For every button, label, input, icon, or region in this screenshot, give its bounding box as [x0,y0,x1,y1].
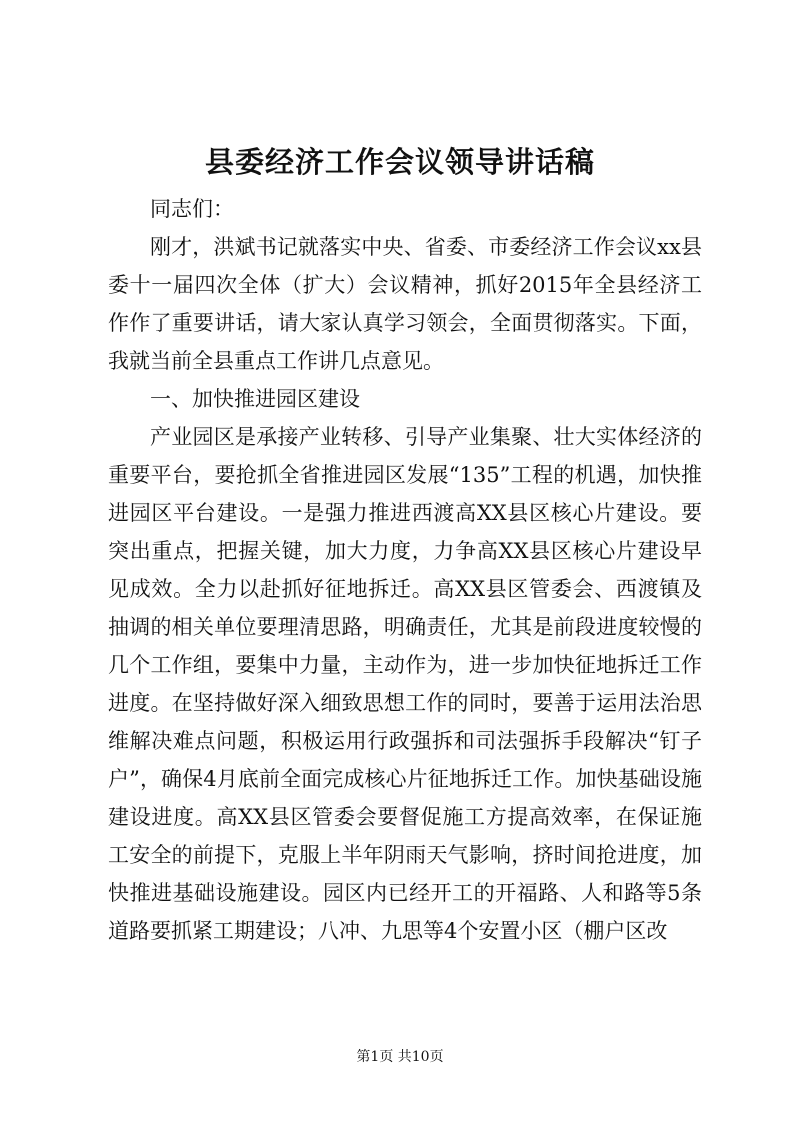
salutation: 同志们： [150,197,234,221]
page-number-footer: 第1页 共10页 [356,1049,444,1065]
paragraph-intro: 刚才，洪斌书记就落实中央、省委、市委经济工作会议xx县委十一届四次全体（扩大）会议精神，抓好2015年全县经济工作作了重要讲话，请大家认真学习领会，全面贯彻落实。下面，我就当前全县重点工作讲几点意见。 [108,235,702,373]
document-title: 县委经济工作会议领导讲话稿 [204,145,595,179]
paragraph-park-construction: 产业园区是承接产业转移、引导产业集聚、壮大实体经济的重要平台，要抢抓全省推进园区发展“135”工程的机遇，加快推进园区平台建设。一是强力推进西渡高XX县区核心片建设。要突出重点，把握关键，加大力度，力争高XX县区核心片建设早见成效。全力以赴抓好征地拆迁。高XX县区管委会、西渡镇及抽调的相关单位要理清思路，明确责任，尤其是前段进度较慢的几个工作组，要集中力量，主动作为，进一步加快征地拆迁工作进度。在坚持做好深入细致思想工作的同时，要善于运用法治思维解决难点问题，积极运用行政强拆和司法强拆手段解决“钉子户”，确保4月底前全面完成核心片征地拆迁工作。加快基础设施建设进度。高XX县区管委会要督促施工方提高效率，在保证施工安全的前提下，克服上半年阴雨天气影响，挤时间抢进度，加快推进基础设施建设。园区内已经开工的开福路、人和路等5条道路要抓紧工期建设；八冲、九思等4个安置小区（棚户区改 [108,425,702,943]
document-body [108,190,702,950]
section-heading-1: 一、加快推进园区建设 [150,387,360,411]
